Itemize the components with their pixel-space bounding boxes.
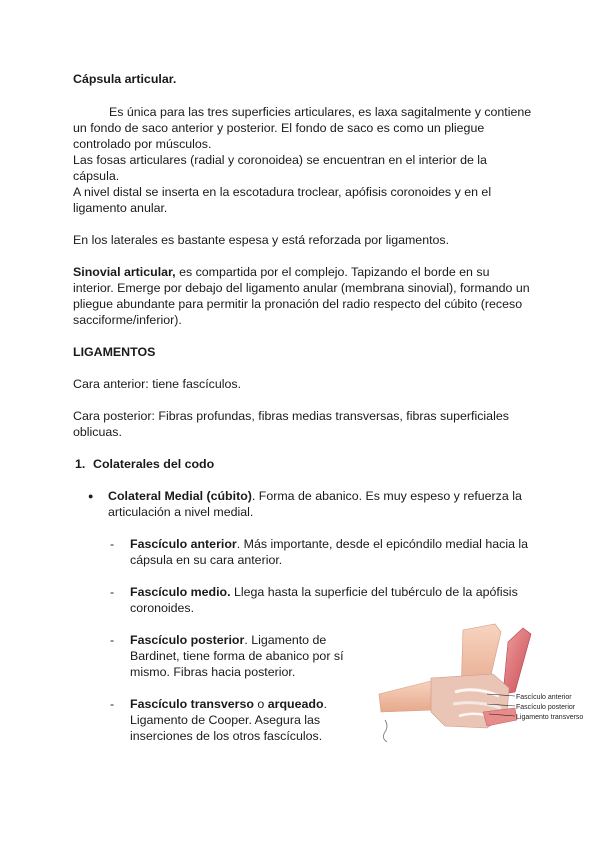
elbow-ligaments-svg [375,622,595,744]
fasciculo-medio-label: Fascículo medio. [130,585,231,599]
capsula-paragraph-4: En los laterales es bastante espesa y está reforzada por ligamentos. [73,233,450,247]
muscle-shape [503,628,531,694]
dash-marker: - [110,633,115,647]
fasciculo-anterior-label: Fascículo anterior [130,537,237,551]
fasciculo-transverso-item [110,696,340,744]
colaterales-number: 1. [75,457,86,471]
ligamentos-anterior: Cara anterior: tiene fascículos. [73,377,242,391]
capsula-paragraph-1: Es única para las tres superficies articulares, es laxa sagitalmente y contiene un fondo de saco anterior y posterior. El fondo de saco es como un pliegue controlado por músculos. [73,105,532,151]
colateral-medial-label: Colateral Medial (cúbito) [108,489,252,503]
fasciculo-anterior-description: . Más importante, desde el epicóndilo medial hacia la cápsula en su cara anterior. [130,537,529,567]
fasciculo-medio-description: Llega hasta la superficie del tubérculo de la apófisis coronoides. [130,585,518,615]
fasciculo-transverso-label: Fascículo transverso [130,697,254,711]
capsula-heading: Cápsula articular. [73,72,177,86]
fasciculo-posterior-description: . Ligamento de Bardinet, tiene forma de abanico por sí mismo. Fibras hacia posterior. [130,633,344,679]
nerve-line [383,720,387,742]
elbow-ligaments-illustration [375,622,595,744]
figure-label-posterior: Fascículo posterior [516,704,576,711]
sinovial-text: es compartida por el complejo. Tapizando el borde en su interior. Emerge por debajo del ligamento anular (membrana sinovial), formando un pliegue abundante para permitir la pronación del radio respecto del cúbito (receso sacciforme/inferior). [73,265,530,327]
fasciculo-transverso-text [130,696,340,744]
colateral-medial-description: . Forma de abanico. Es muy espeso y refuerza la articulación a nivel medial. [108,489,522,519]
fasciculo-medio-item [110,584,530,616]
dash-marker: - [110,697,115,711]
capsula-paragraph-3: A nivel distal se inserta en la escotadura troclear, apófisis coronoides y en el ligamento anular. [73,185,492,215]
fasciculo-transverso-label-2: arqueado [267,697,324,711]
fasciculo-posterior-text [130,632,350,680]
fasciculo-posterior-item [110,632,350,680]
fasciculo-transverso-connector: o [253,697,268,711]
colateral-medial-text [108,488,528,520]
fasciculo-medio-text [130,584,530,616]
dash-marker: - [110,537,115,551]
colateral-medial-item [88,488,528,520]
bullet-dot-icon: ● [88,491,94,501]
fasciculo-transverso-description: . Ligamento de Cooper. Asegura las inserciones de los otros fascículos. [130,697,327,743]
fasciculo-posterior-label: Fascículo posterior [130,633,245,647]
ligamentos-posterior: Cara posterior: Fibras profundas, fibras medias transversas, fibras superficiales oblicuas. [73,409,509,439]
colaterales-heading [75,456,214,472]
sinovial-paragraph [73,264,533,328]
dash-marker: - [110,585,115,599]
colaterales-title: Colaterales del codo [93,457,215,471]
ligamentos-heading: LIGAMENTOS [73,345,156,359]
figure-label-transverso: Ligamento transverso [516,714,584,721]
fasciculo-anterior-item [110,536,530,568]
fasciculo-anterior-text [130,536,530,568]
capsula-paragraph-2: Las fosas articulares (radial y coronoidea) se encuentran en el interior de la cápsula. [73,153,487,183]
sinovial-label: Sinovial articular, [73,265,176,279]
figure-label-anterior: Fascículo anterior [516,694,572,701]
